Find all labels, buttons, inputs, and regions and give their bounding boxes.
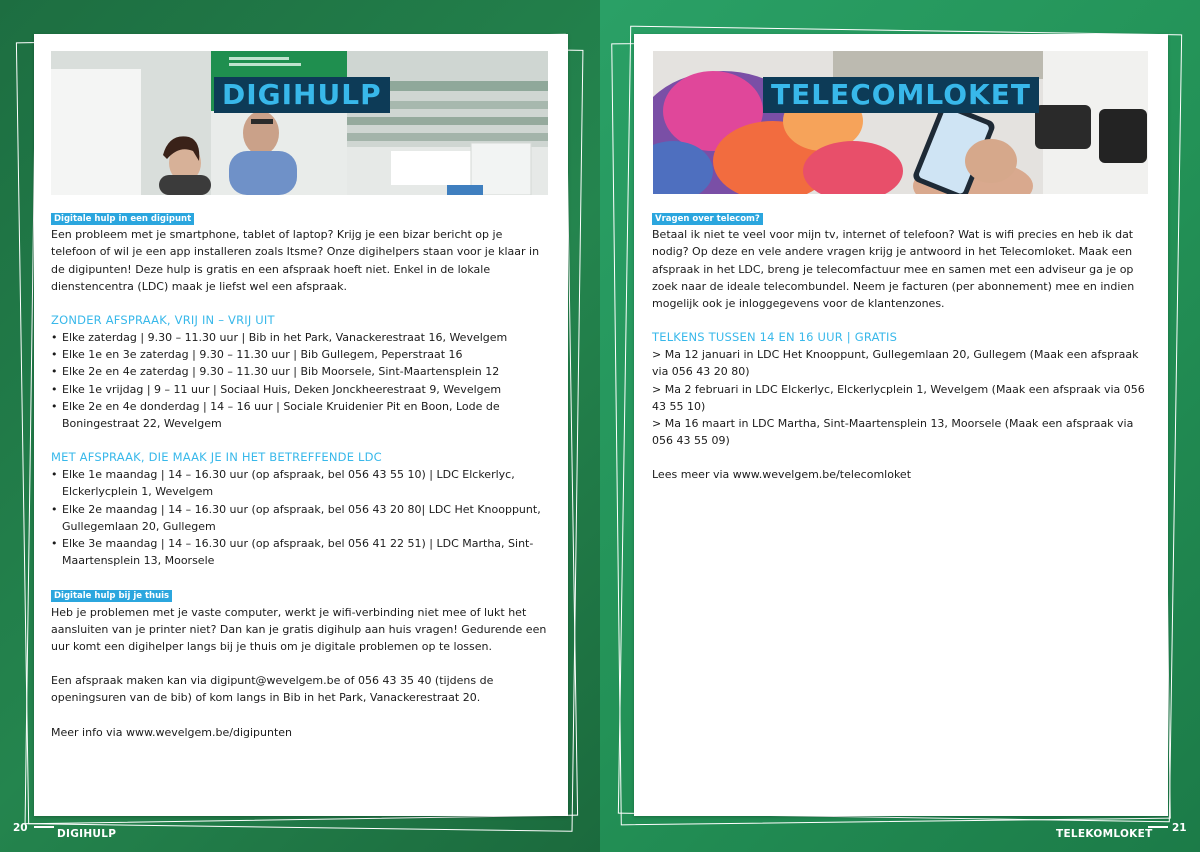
left-sheet (34, 34, 568, 816)
page-number: 21 (1172, 822, 1187, 834)
section-heading: MET AFSPRAAK, DIE MAAK JE IN HET BETREFFENDE LDC (51, 450, 382, 465)
section-tag: Digitale hulp bij je thuis (51, 590, 172, 602)
telecomloket-banner-photo (653, 51, 1148, 194)
section-heading: ZONDER AFSPRAAK, VRIJ IN – VRIJ UIT (51, 313, 275, 328)
list-item: • Elke 2e maandag | 14 – 16.30 uur (op afspraak, bel 056 43 20 80| LDC Het Knooppunt, Gullegemlaan 20, Gullegem (51, 501, 551, 535)
footer-rule (1148, 826, 1168, 828)
schedule-list-appointment (51, 466, 551, 569)
section-tag: Digitale hulp in een digipunt (51, 213, 194, 225)
phone-photo-illustration (653, 51, 1148, 194)
contact-paragraph: Een afspraak maken kan via digipunt@wevelgem.be of 056 43 35 40 (tijdens de openingsuren van de bib) of kom langs in Bib in het Park, Vanackerestraat 20. (51, 674, 494, 705)
telecomloket-content (652, 209, 1148, 484)
session-item: > Ma 16 maart in LDC Martha, Sint-Maartensplein 13, Moorsele (Maak een afspraak via 056 43 55 09) (652, 417, 1134, 448)
section-heading: TELKENS TUSSEN 14 EN 16 UUR | GRATIS (652, 330, 898, 345)
list-item: • Elke 2e en 4e zaterdag | 9.30 – 11.30 uur | Bib Moorsele, Sint-Maartensplein 12 (51, 363, 551, 380)
library-photo-illustration (51, 51, 548, 195)
footer-label: TELEKOMLOKET (1056, 828, 1153, 840)
digihulp-content (51, 209, 551, 741)
footer-rule (34, 826, 54, 828)
right-page (600, 0, 1200, 852)
digihulp-banner-photo (51, 51, 548, 195)
session-item: > Ma 12 januari in LDC Het Knooppunt, Gullegemlaan 20, Gullegem (Maak een afspraak via 056 43 20 80) (652, 348, 1139, 379)
home-help-paragraph: Heb je problemen met je vaste computer, werkt je wifi-verbinding niet mee of lukt het aansluiten van je printer niet? Dan kan je gratis digihulp aan huis vragen! Gedurende een uur komt een digihelper langs bij je thuis om je digitale problemen op te lossen. (51, 605, 547, 654)
intro-paragraph: Betaal ik niet te veel voor mijn tv, internet of telefoon? Wat is wifi precies en heb ik dat nodig? Op deze en vele andere vragen krijg je antwoord in het Telecomloket. Maak een afspraak in het LDC, breng je telecomfactuur mee en samen met een adviseur ga je op zoek naar de ideale telecombundel. Neem je facturen (per abonnement) mee en indien mogelijk ook je inloggegevens voor de klantenzones. (652, 228, 1135, 311)
right-sheet (634, 34, 1168, 816)
schedule-list-walk-in (51, 329, 551, 432)
list-item: • Elke 2e en 4e donderdag | 14 – 16 uur | Sociale Kruidenier Pit en Boon, Lode de Boningestraat 22, Wevelgem (51, 398, 551, 432)
session-item: > Ma 2 februari in LDC Elckerlyc, Elckerlycplein 1, Wevelgem (Maak een afspraak via 056 43 55 10) (652, 382, 1145, 413)
page-number: 20 (13, 822, 28, 834)
banner-title: TELECOMLOKET (763, 77, 1039, 113)
intro-paragraph: Een probleem met je smartphone, tablet of laptop? Krijg je een bizar bericht op je telefoon of wil je een app installeren zoals Itsme? Onze digihelpers staan voor je klaar in de digipunten! Deze hulp is gratis en een afspraak hoeft niet. Enkel in de lokale dienstencentra (LDC) maak je liefst wel een afspraak. (51, 228, 540, 293)
banner-title: DIGIHULP (214, 77, 390, 113)
list-item: • Elke 1e vrijdag | 9 – 11 uur | Sociaal Huis, Deken Jonckheerestraat 9, Wevelgem (51, 381, 551, 398)
list-item: • Elke 3e maandag | 14 – 16.30 uur (op afspraak, bel 056 41 22 51) | LDC Martha, Sint-Maartensplein 13, Moorsele (51, 535, 551, 569)
list-item: • Elke 1e en 3e zaterdag | 9.30 – 11.30 uur | Bib Gullegem, Peperstraat 16 (51, 346, 551, 363)
footer-label: DIGIHULP (57, 828, 117, 840)
section-tag: Vragen over telecom? (652, 213, 763, 225)
list-item: • Elke 1e maandag | 14 – 16.30 uur (op afspraak, bel 056 43 55 10) | LDC Elckerlyc, Elckerlycplein 1, Wevelgem (51, 466, 551, 500)
more-info-link[interactable]: Lees meer via www.wevelgem.be/telecomloket (652, 468, 912, 482)
list-item: • Elke zaterdag | 9.30 – 11.30 uur | Bib in het Park, Vanackerestraat 16, Wevelgem (51, 329, 551, 346)
more-info-link[interactable]: Meer info via www.wevelgem.be/digipunten (51, 725, 293, 739)
